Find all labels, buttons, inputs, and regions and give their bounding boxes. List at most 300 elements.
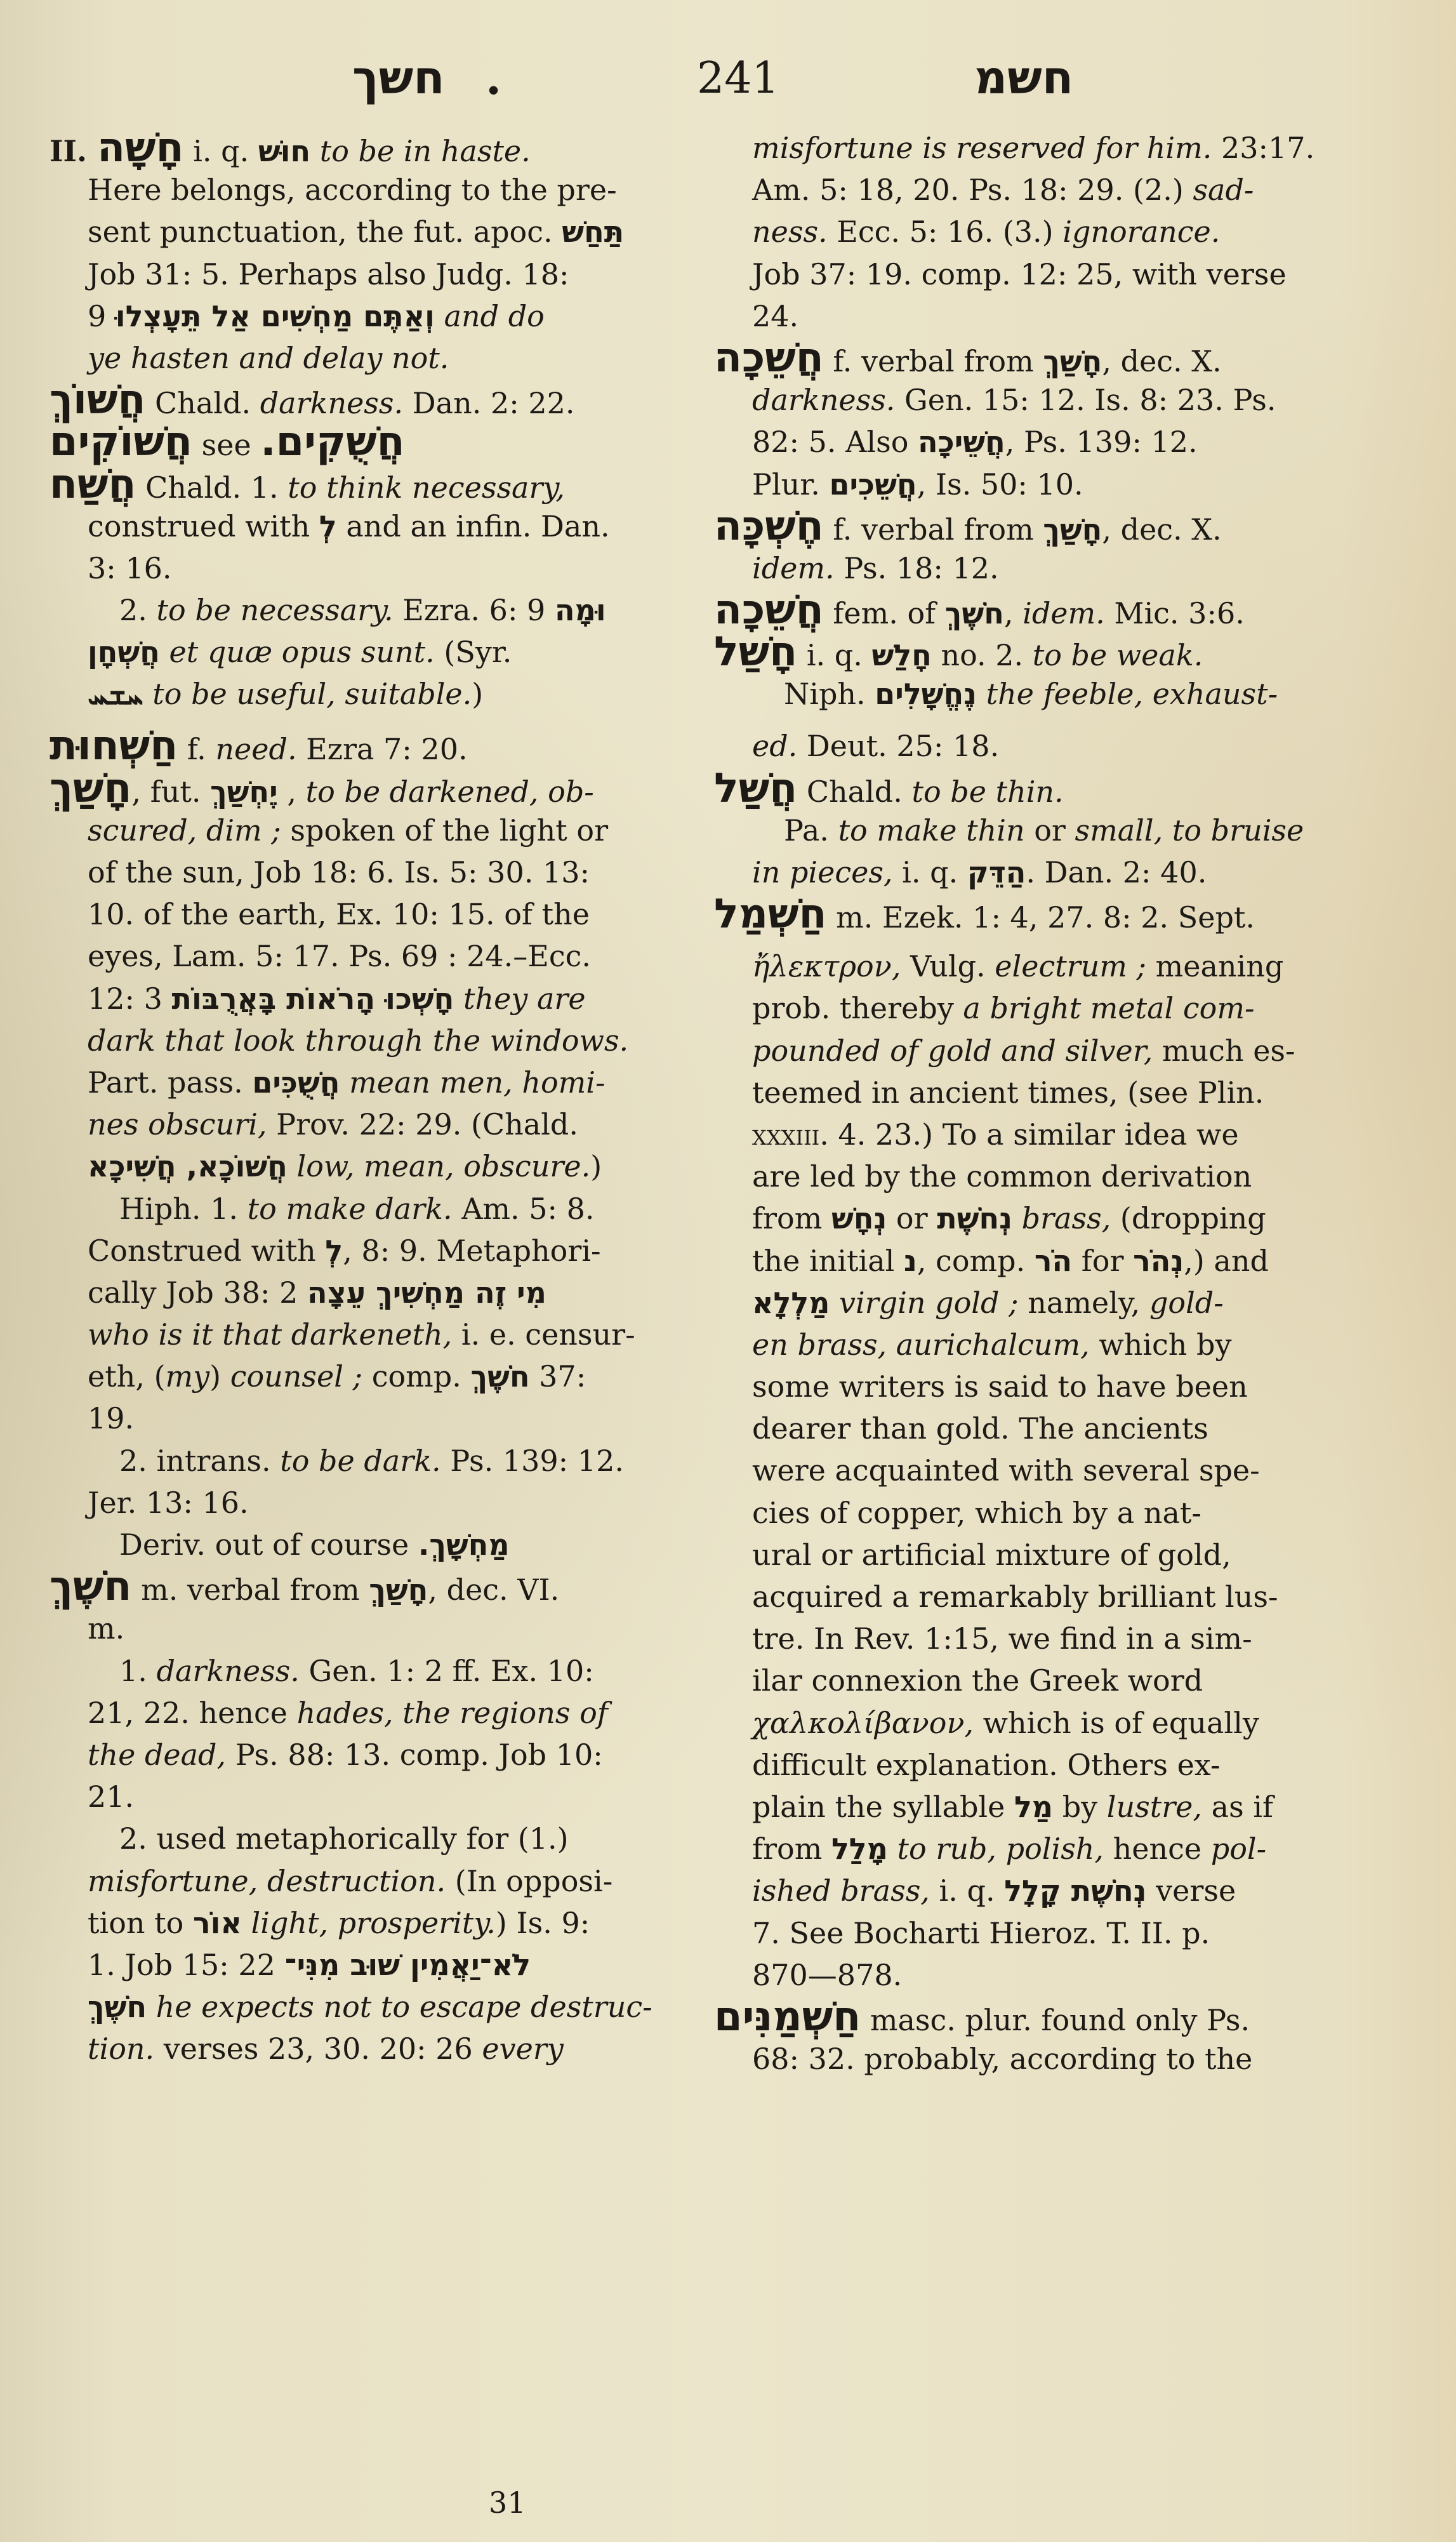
text-run: Mic. 3:6. — [1104, 596, 1245, 631]
text-line — [50, 1818, 697, 1860]
text-run: , fut. — [131, 774, 211, 809]
text-run: (In opposi- — [446, 1863, 613, 1898]
hebrew-text: חָשַׁךְ — [1043, 512, 1102, 547]
text-line — [714, 945, 1368, 987]
text-run: Niph. — [784, 677, 875, 712]
hebrew-text: מַלְלָא — [752, 1285, 830, 1320]
text-line — [714, 893, 1368, 945]
text-run: from — [752, 1832, 831, 1867]
text-run: Ezra. 6: 9 — [393, 593, 555, 628]
text-line — [50, 1103, 697, 1145]
text-run: Ezra 7: 20. — [296, 732, 468, 767]
text-run: , Ps. 139: 12. — [1005, 425, 1198, 460]
text-run: by — [1053, 1789, 1107, 1824]
text-run: ural or artificial mixture of gold, — [752, 1537, 1231, 1572]
hebrew-text: חֲשְׁחָן — [88, 635, 160, 670]
text-run: Gen. 15: 12. Is. 8: 23. Ps. — [895, 383, 1276, 418]
text-line — [714, 211, 1368, 253]
text-line — [714, 334, 1368, 382]
text-line — [50, 851, 697, 893]
italic-gloss: the feeble, exhaust- — [977, 677, 1278, 712]
headword: חַשְׁמַל — [714, 891, 827, 938]
text-line — [714, 764, 1368, 812]
italic-gloss: electrum ; — [995, 949, 1147, 984]
text-line — [714, 809, 1368, 851]
text-run: of the sun, Job 18: 6. Is. 5: 30. 13: — [88, 855, 590, 889]
text-line — [714, 1155, 1368, 1197]
text-line — [714, 1030, 1368, 1072]
text-line — [714, 547, 1368, 589]
text-run: Plur. — [752, 467, 830, 502]
text-run: which is of equally — [974, 1705, 1259, 1740]
text-run: Ps. 88: 13. comp. Job 10: — [226, 1737, 603, 1772]
text-line — [50, 1145, 697, 1187]
text-run: construed with — [88, 509, 319, 543]
italic-gloss: the dead, — [88, 1737, 227, 1772]
hebrew-text: חָלַשׁ — [871, 638, 932, 673]
text-run: comp. — [362, 1359, 471, 1394]
italic-gloss: idem. — [752, 550, 835, 585]
hebrew-text: חֹשֶׁךְ — [470, 1359, 530, 1394]
text-line — [714, 169, 1368, 211]
italic-gloss: small, to bruise — [1075, 813, 1304, 848]
text-line — [714, 502, 1368, 550]
signature-mark: 31 — [489, 2485, 526, 2520]
text-run: i. q. — [797, 638, 872, 673]
italic-gloss: and do — [434, 298, 545, 333]
text-line — [50, 505, 697, 547]
text-run: 19. — [88, 1401, 135, 1436]
text-run: 2. intrans. — [119, 1443, 281, 1478]
headword: חֲשֻׁקִים. — [260, 418, 405, 466]
text-run: much es- — [1153, 1033, 1295, 1068]
text-line — [714, 1618, 1368, 1660]
text-line — [714, 1324, 1368, 1366]
text-line — [714, 421, 1368, 463]
text-run: namely, — [1018, 1285, 1149, 1320]
text-line — [714, 1197, 1368, 1239]
text-line — [714, 1993, 1368, 2040]
text-run: Hiph. 1. — [119, 1191, 248, 1226]
text-run: Ps. 18: 12. — [834, 550, 999, 585]
hebrew-text: לְ — [325, 1233, 343, 1268]
text-run: i. e. censur- — [452, 1317, 635, 1352]
hebrew-text: חֲשֵׁכִים — [829, 467, 917, 502]
italic-gloss: ished brass, — [752, 1873, 930, 1908]
italic-gloss: to think necessary, — [288, 470, 565, 505]
text-run: Am. 5: 18, 20. Ps. 18: 29. (2.) — [752, 173, 1193, 208]
text-run: were acquainted with several spe- — [752, 1453, 1260, 1488]
text-run: teemed in ancient times, (see Plin. — [752, 1075, 1264, 1110]
text-line — [714, 1870, 1368, 1912]
text-line — [50, 1482, 697, 1524]
hebrew-text: מַל — [1014, 1789, 1054, 1824]
hebrew-text: נ — [903, 1243, 917, 1278]
text-line — [50, 1860, 697, 1902]
text-line — [714, 587, 1368, 634]
text-run: Ecc. 5: 16. (3.) — [827, 215, 1063, 250]
text-run: meaning — [1146, 949, 1284, 984]
text-line — [50, 978, 697, 1020]
text-run: ) — [472, 677, 484, 712]
italic-gloss: lustre, — [1106, 1789, 1203, 1824]
text-run: , — [277, 774, 306, 809]
text-run: verse — [1146, 1873, 1236, 1908]
text-run: eth, ( — [88, 1359, 166, 1394]
text-run: 68: 32. probably, according to the — [752, 2042, 1253, 2077]
hebrew-text: חֲשֻׁכִּים — [252, 1065, 340, 1100]
text-run: i. q. — [183, 134, 258, 168]
italic-gloss: nes obscuri, — [88, 1107, 267, 1142]
text-line — [50, 1188, 697, 1230]
italic-gloss: misfortune, destruction. — [88, 1863, 446, 1898]
hebrew-text: נְחֹשֶׁת — [937, 1201, 1012, 1236]
italic-gloss: who is it that darkeneth, — [88, 1317, 453, 1352]
text-line — [50, 893, 697, 935]
text-run: Vulg. — [901, 949, 995, 984]
running-head-separator: . — [486, 51, 502, 105]
text-line — [50, 2028, 697, 2070]
italic-gloss: en brass, aurichalcum, — [752, 1327, 1090, 1362]
text-line — [50, 376, 697, 424]
text-run: Deut. 25: 18. — [797, 729, 1000, 764]
hebrew-text: נְחֹשֶׁת קָלָל — [1004, 1873, 1147, 1908]
text-run: prob. thereby — [752, 991, 963, 1026]
text-run: , 8: 9. Metaphori- — [343, 1233, 601, 1268]
hebrew-text: לְ — [319, 509, 337, 543]
hebrew-text: תַּחַשׁ — [562, 215, 625, 250]
text-run: 12: 3 — [88, 981, 172, 1016]
text-line — [50, 547, 697, 589]
hebrew-text: הַדֵּק — [967, 855, 1026, 889]
text-line — [714, 1072, 1368, 1114]
text-line — [50, 1061, 697, 1103]
text-run: sent punctuation, the fut. apoc. — [88, 215, 562, 250]
italic-gloss: darkness. — [156, 1653, 300, 1688]
headword: חֲשֵׁכָה — [714, 587, 824, 634]
text-run: Pa. — [784, 813, 838, 848]
italic-gloss: scured, dim ; — [88, 813, 281, 848]
italic-gloss: to make thin — [838, 813, 1025, 848]
italic-gloss: to be thin. — [911, 774, 1064, 809]
text-run: (dropping — [1111, 1201, 1266, 1236]
hebrew-text: חָשַׁךְ — [1043, 343, 1102, 378]
text-run: are led by the common derivation — [752, 1159, 1252, 1194]
text-run: ) — [209, 1359, 230, 1394]
text-run: Construed with — [88, 1233, 326, 1268]
italic-gloss: need. — [215, 732, 297, 767]
hebrew-text: חָשַׁךְ — [369, 1573, 428, 1607]
italic-gloss: idem. — [1023, 596, 1105, 631]
text-run: 7. See Bocharti Hieroz. T. II. p. — [752, 1915, 1210, 1950]
italic-gloss: ignorance. — [1062, 215, 1221, 250]
text-line — [50, 418, 697, 466]
text-line — [714, 295, 1368, 337]
text-line — [714, 1366, 1368, 1407]
text-run: Chald. — [797, 774, 912, 809]
text-run: , comp. — [917, 1243, 1035, 1278]
text-run: . Dan. 2: 40. — [1026, 855, 1207, 889]
hebrew-text: הֹר — [1034, 1243, 1073, 1278]
text-run: i. q. — [929, 1873, 1005, 1908]
text-run: m. — [88, 1611, 125, 1646]
page-number: 241 — [697, 53, 779, 103]
text-run: 1. — [119, 1653, 157, 1688]
text-line — [714, 1282, 1368, 1324]
hebrew-text: ܚܫܚ — [88, 677, 143, 712]
hebrew-text: חוּשׁ — [258, 134, 311, 168]
text-run: and an infin. Dan. — [336, 509, 610, 543]
text-run: 2. used metaphorically for (1.) — [119, 1821, 569, 1856]
text-line — [50, 460, 697, 508]
text-run: cally Job 38: 2 — [88, 1275, 307, 1310]
text-line — [714, 463, 1368, 505]
text-run: i. q. — [892, 855, 967, 889]
italic-gloss: light, prosperity. — [241, 1905, 496, 1940]
running-head — [0, 44, 1456, 114]
italic-gloss: to be weak. — [1032, 638, 1203, 673]
text-line — [714, 987, 1368, 1029]
text-line — [50, 1230, 697, 1272]
text-run: 2. — [119, 593, 157, 628]
text-run: for — [1072, 1243, 1134, 1278]
hebrew-text: יֶחְשַׁךְ — [210, 774, 278, 809]
italic-gloss: et quæ opus sunt. — [159, 635, 435, 670]
italic-gloss: gold- — [1149, 1285, 1224, 1320]
text-run: Job 31: 5. Perhaps also Judg. 18: — [88, 256, 569, 291]
text-run: tion to — [88, 1905, 193, 1940]
text-run: see — [192, 428, 261, 463]
italic-gloss: ed. — [752, 729, 798, 764]
text-line — [714, 1449, 1368, 1491]
text-line — [714, 1114, 1368, 1155]
text-run: Gen. 1: 2 ff. Ex. 10: — [299, 1653, 594, 1688]
right-column — [714, 127, 1368, 2080]
hebrew-text: וּמָה — [554, 593, 606, 628]
text-line — [714, 1534, 1368, 1576]
italic-gloss: to rub, polish, — [887, 1832, 1104, 1867]
hebrew-text: מָלַל — [831, 1832, 888, 1867]
text-run: 21. — [88, 1780, 135, 1814]
text-run: hence — [1104, 1832, 1211, 1867]
text-run: f. verbal from — [823, 512, 1043, 547]
text-line — [714, 1660, 1368, 1701]
text-line — [50, 631, 697, 673]
text-run: 1. Job 15: 22 — [88, 1947, 285, 1982]
text-run: , dec. VI. — [428, 1573, 560, 1607]
text-run: as if — [1202, 1789, 1274, 1824]
text-run: f. — [178, 732, 216, 767]
text-run: 3: 16. — [88, 550, 172, 585]
headword: חֲשַׁח — [50, 460, 136, 508]
text-run: Here belongs, according to the pre- — [88, 173, 617, 208]
hebrew-text: חֹשֶׁךְ — [88, 1990, 147, 2025]
text-line — [50, 1776, 697, 1818]
text-line — [714, 1240, 1368, 1282]
hebrew-text: לֹא־יַאֲמִין שׁוּב מִנִּי־ — [284, 1947, 531, 1982]
text-line — [714, 2038, 1368, 2080]
hebrew-text: חֲשֵׁיכָה — [918, 425, 1005, 460]
text-run: 37: — [529, 1359, 586, 1394]
text-run: ) — [590, 1149, 602, 1184]
text-run: Deriv. out of course — [119, 1527, 418, 1562]
hebrew-text: חֲשׁוֹכָא, חֲשִׁיכָא — [88, 1149, 288, 1184]
running-head-right-word: חשמ — [974, 51, 1074, 104]
headword: חֲשֵׁכָה — [714, 334, 824, 382]
text-run: , dec. X. — [1102, 343, 1222, 378]
text-run: some writers is said to have been — [752, 1369, 1248, 1404]
italic-gloss: to be dark. — [280, 1443, 441, 1478]
italic-gloss: sad- — [1193, 173, 1254, 208]
hebrew-text: נְהֹר — [1133, 1243, 1184, 1278]
italic-gloss: dark that look through the windows. — [88, 1023, 629, 1058]
hebrew-text: מִי זֶה מַחְשִׁיךְ עֵצָה — [307, 1275, 546, 1310]
headword: חַשְׁחוּת — [50, 722, 178, 770]
text-run: 870—878. — [752, 1957, 903, 1992]
text-line — [714, 127, 1368, 169]
text-line — [714, 1702, 1368, 1744]
hebrew-text: חֹשֶׁךְ — [944, 596, 1004, 631]
text-line — [714, 1492, 1368, 1534]
text-run: difficult explanation. Others ex- — [752, 1747, 1221, 1782]
text-line — [714, 1912, 1368, 1954]
text-run: (Syr. — [434, 635, 512, 670]
italic-gloss: a bright metal com- — [963, 991, 1255, 1026]
italic-gloss: χαλκολίβανον, — [752, 1705, 974, 1740]
italic-gloss: ye hasten and delay not. — [88, 340, 449, 375]
text-line — [714, 725, 1368, 767]
text-run: dearer than gold. The ancients — [752, 1411, 1208, 1446]
text-run: 24. — [752, 298, 799, 333]
text-line — [50, 337, 697, 379]
text-run: masc. plur. found only Ps. — [861, 2002, 1250, 2037]
text-line — [714, 1576, 1368, 1618]
text-line — [50, 1020, 697, 1061]
text-run: m. verbal from — [131, 1573, 369, 1607]
text-run: tre. In Rev. 1:15, we find in a sim- — [752, 1621, 1252, 1656]
text-run: 9 — [88, 298, 116, 333]
text-line — [50, 673, 697, 725]
text-run: eyes, Lam. 5: 17. Ps. 69 : 24.–Ecc. — [88, 939, 592, 974]
text-run: no. 2. — [931, 638, 1033, 673]
text-run: 21, 22. hence — [88, 1695, 297, 1730]
text-line — [50, 1650, 697, 1692]
text-line — [50, 722, 697, 770]
text-run: verses 23, 30. 20: 26 — [154, 2032, 482, 2066]
text-line — [714, 253, 1368, 295]
text-run: xxxiii — [752, 1117, 820, 1152]
text-line — [50, 1314, 697, 1355]
hebrew-text: נְחָשׁ — [831, 1201, 887, 1236]
text-line — [50, 809, 697, 851]
italic-gloss: mean men, homi- — [340, 1065, 606, 1100]
text-line — [50, 1986, 697, 2028]
text-run: Job 37: 19. comp. 12: 25, with verse — [752, 256, 1287, 291]
text-line — [714, 629, 1368, 676]
text-run: 23:17. — [1212, 131, 1315, 165]
text-run: Dan. 2: 22. — [403, 386, 575, 421]
italic-gloss: to make dark. — [247, 1191, 453, 1226]
italic-gloss: misfortune is reserved for him. — [752, 131, 1212, 165]
text-line — [714, 851, 1368, 893]
italic-gloss: every — [482, 2032, 564, 2066]
italic-gloss: my — [165, 1359, 210, 1394]
headword: חַשְׁמַנִּים — [714, 1993, 861, 2040]
italic-gloss: counsel ; — [230, 1359, 363, 1394]
text-line — [50, 124, 697, 171]
text-line — [714, 1744, 1368, 1786]
italic-gloss: to be useful, suitable. — [143, 677, 472, 712]
headword: חֲשַׁל — [714, 764, 798, 812]
italic-gloss: to be in haste. — [310, 134, 531, 168]
italic-gloss: pol- — [1210, 1832, 1267, 1867]
text-run: Am. 5: 8. — [452, 1191, 595, 1226]
text-run: from — [752, 1201, 831, 1236]
text-line — [50, 589, 697, 631]
italic-gloss: in pieces, — [752, 855, 893, 889]
text-line — [50, 253, 697, 295]
text-line — [50, 1524, 697, 1566]
text-run: acquired a remarkably brilliant lus- — [752, 1580, 1278, 1614]
text-run: plain the syllable — [752, 1789, 1014, 1824]
italic-gloss: brass, — [1012, 1201, 1111, 1236]
headword: חָשָׁה — [97, 124, 184, 171]
text-line — [50, 764, 697, 812]
italic-gloss: ἤλεκτρον, — [752, 949, 901, 984]
text-run: , — [1003, 596, 1023, 631]
headword: חֶשְׁכָּה — [714, 502, 824, 550]
text-line — [50, 1355, 697, 1397]
text-run: or — [887, 1201, 937, 1236]
running-head-left-word: חשך — [352, 51, 445, 104]
text-line — [50, 1440, 697, 1482]
text-run: 10. of the earth, Ex. 10: 15. of the — [88, 897, 590, 932]
text-line — [714, 673, 1368, 725]
headword: חֹשֶׁךְ — [50, 1563, 132, 1611]
text-line — [714, 379, 1368, 421]
text-run: ilar connexion the Greek word — [752, 1663, 1203, 1698]
hebrew-text: אוֹר — [192, 1905, 242, 1940]
text-run: Ps. 139: 12. — [440, 1443, 624, 1478]
italic-gloss: hades, the regions of — [296, 1695, 608, 1730]
italic-gloss: virgin gold ; — [830, 1285, 1019, 1320]
italic-gloss: to be darkened, ob- — [305, 774, 594, 809]
hebrew-text: וְאַתֶּם מַחְשִׁים אַל תֵּעָצְלוּ — [115, 298, 435, 333]
text-line — [50, 935, 697, 977]
hebrew-text: נֶחֱשָׁלִים — [875, 677, 977, 712]
text-run: Chald. — [145, 386, 260, 421]
text-run: fem. of — [823, 596, 945, 631]
text-line — [50, 1902, 697, 1944]
text-run: the initial — [752, 1243, 904, 1278]
text-line — [50, 1607, 697, 1649]
italic-gloss: darkness. — [752, 383, 896, 418]
text-run: ,) and — [1184, 1243, 1269, 1278]
text-run: f. verbal from — [823, 343, 1043, 378]
text-run: Part. pass. — [88, 1065, 253, 1100]
headword: חָשַׁל — [714, 629, 798, 676]
text-line — [50, 1944, 697, 1986]
text-line — [50, 211, 697, 253]
text-run: Chald. 1. — [136, 470, 288, 505]
text-line — [50, 1692, 697, 1734]
text-run: , dec. X. — [1102, 512, 1222, 547]
text-run: . 4. 23.) To a similar idea we — [819, 1117, 1239, 1152]
italic-gloss: ness. — [752, 215, 828, 250]
italic-gloss: pounded of gold and silver, — [752, 1033, 1153, 1068]
text-run: , Is. 50: 10. — [917, 467, 1083, 502]
text-run: Jer. 13: 16. — [88, 1485, 249, 1520]
